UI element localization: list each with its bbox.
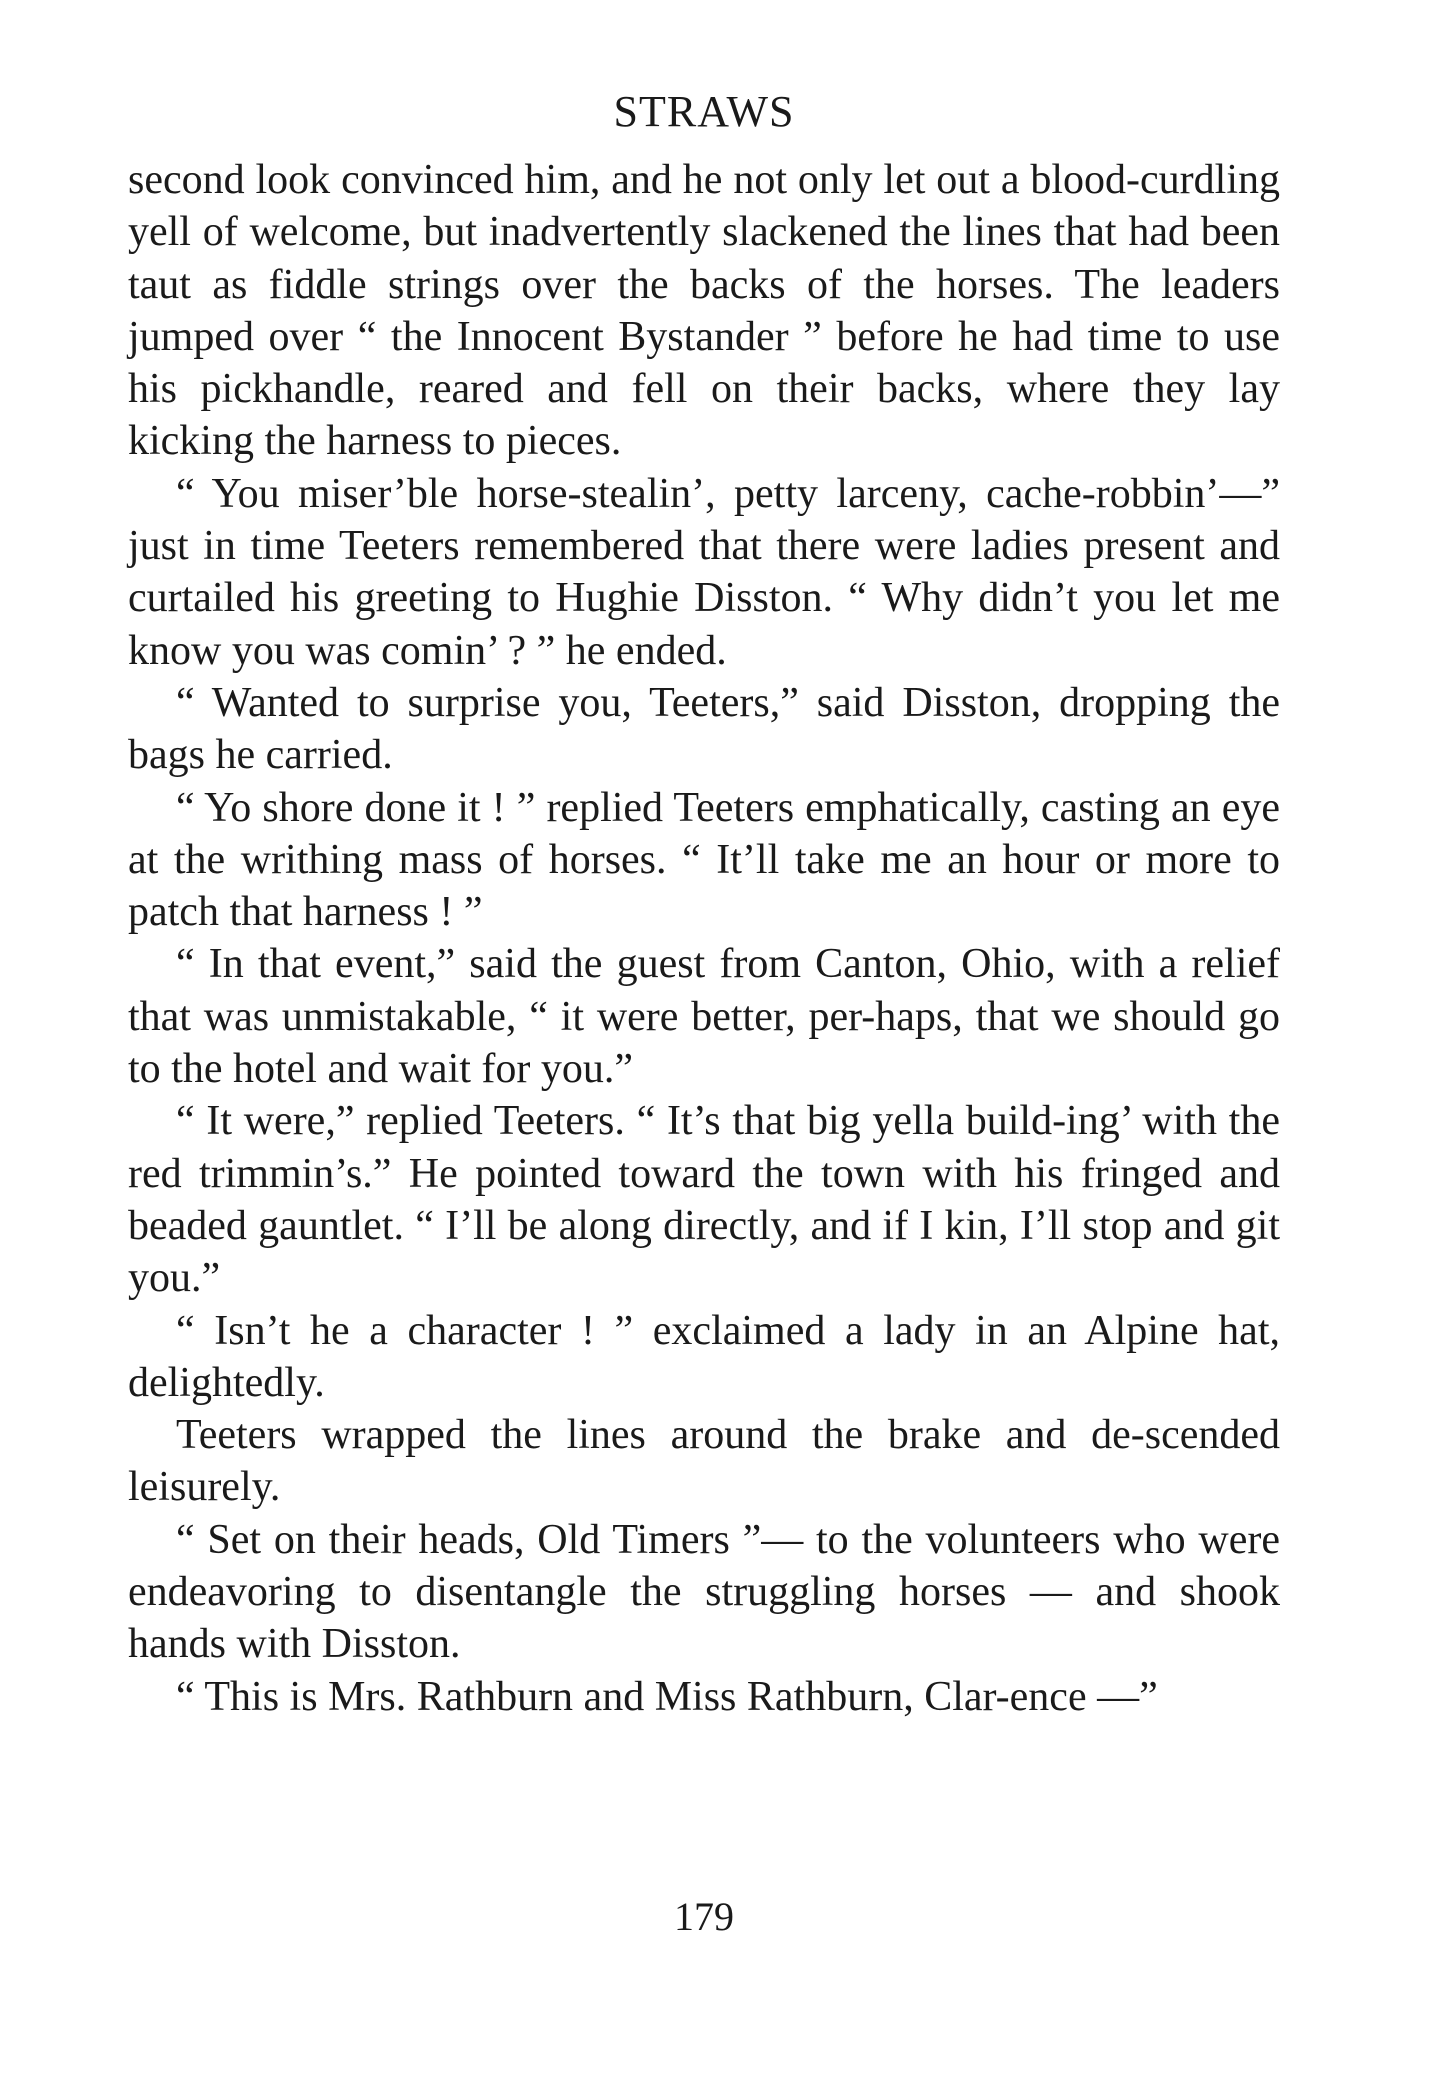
paragraph-4: “ Yo shore done it ! ” replied Teeters emphatically, casting an eye at the writhing mass of horses. “ It’ll take me an hour or more to patch that harness ! ”: [128, 784, 1280, 936]
paragraph-3: “ Wanted to surprise you, Teeters,” said Disston, dropping the bags he carried.: [128, 679, 1280, 779]
page-number: 179: [674, 1894, 734, 1939]
paragraph-10: “ This is Mrs. Rathburn and Miss Rathburn, Clar-ence —”: [176, 1673, 1158, 1720]
paragraph-1: second look convinced him, and he not only let out a blood-curdling yell of welcome, but inadvertently slackened the lines that had been taut as fiddle strings over the backs of the horses. The leaders jumped over “ the Innocent Bystander ” before he had time to use his pickhandle, reared and fell on their backs, where they lay kicking the harness to pieces.: [128, 157, 1280, 465]
running-title: STRAWS: [613, 87, 795, 136]
body-text: [128, 154, 1280, 1723]
paragraph-9: “ Set on their heads, Old Timers ”— to the volunteers who were endeavoring to disentangle the struggling horses — and shook hands with Disston.: [128, 1516, 1280, 1668]
paragraph-2: “ You miser’ble horse-stealin’, petty larceny, cache-robbin’—” just in time Teeters remembered that there were ladies present and curtailed his greeting to Hughie Disston. “ Why didn’t you let me know you was comin’ ? ” he ended.: [128, 470, 1280, 674]
book-page: [128, 84, 1280, 1939]
paragraph-6: “ It were,” replied Teeters. “ It’s that big yella build-ing’ with the red trimmin’s.” He pointed toward the town with his fringed and beaded gauntlet. “ I’ll be along directly, and if I kin, I’ll stop and git you.”: [128, 1098, 1280, 1302]
paragraph-5: “ In that event,” said the guest from Canton, Ohio, with a relief that was unmistakable, “ it were better, per-haps, that we should go to the hotel and wait for you.”: [128, 941, 1280, 1093]
paragraph-8: Teeters wrapped the lines around the brake and de-scended leisurely.: [128, 1412, 1280, 1511]
paragraph-7: “ Isn’t he a character ! ” exclaimed a lady in an Alpine hat, delightedly.: [128, 1307, 1280, 1406]
